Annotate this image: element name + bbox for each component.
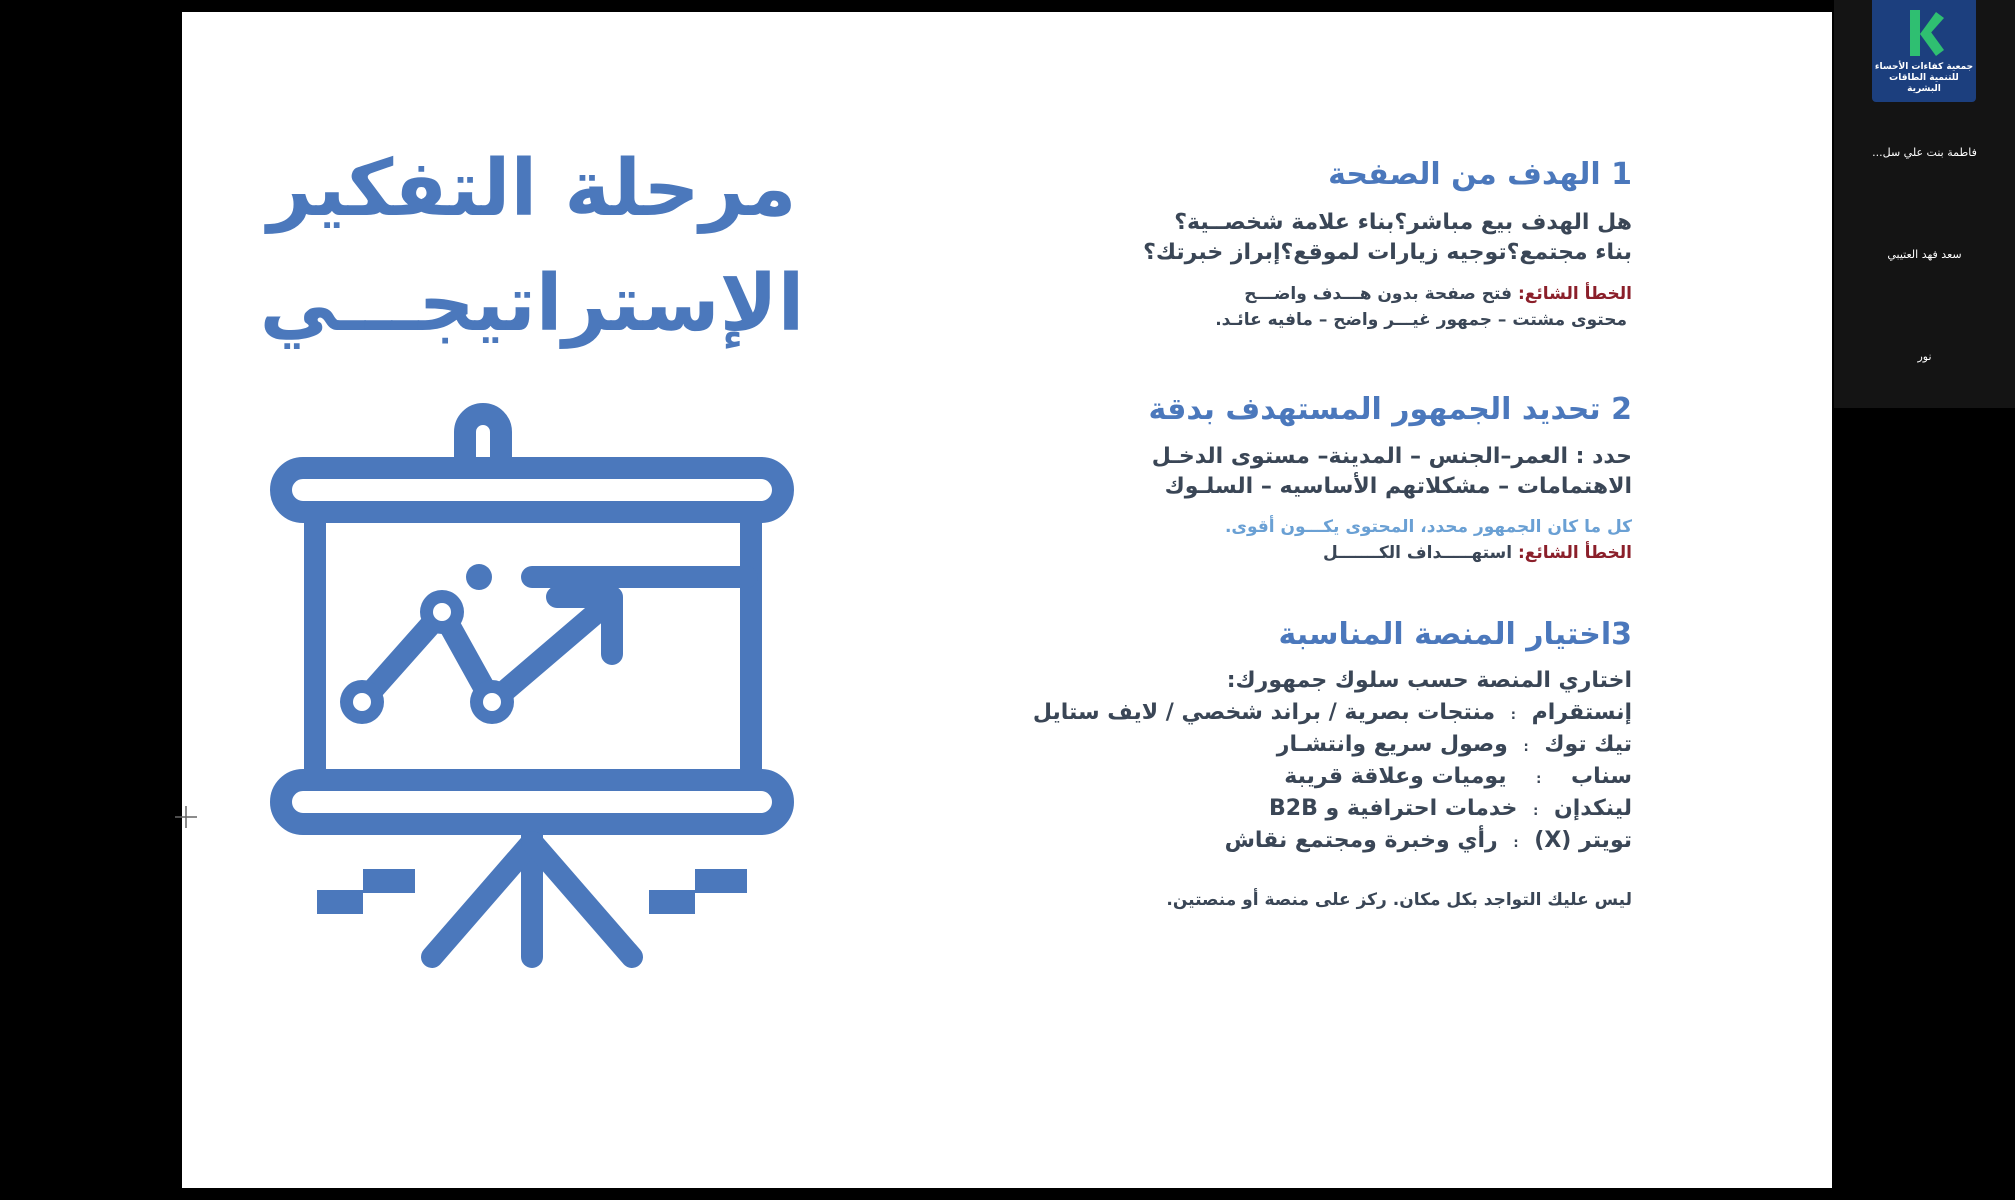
platform-name: لينكدإن [1553,796,1632,821]
section-3-heading: 3اختيار المنصة المناسبة [1278,617,1632,652]
slide-title [252,132,812,362]
platform-name: سناب [1571,764,1632,789]
section-1-line-1: هل الهدف بيع مباشر؟بناء علامة شخصــية؟ [1174,210,1632,235]
title-line-1: مرحلة التفكير [267,144,797,234]
section-1-mistake-line-2: محتوى مشتت – جمهور غيـــر واضح – مافيه عائـد. [1215,310,1627,330]
platform-name: تيك توك [1544,732,1632,757]
participant-tile-1[interactable]: فاطمة بنت علي سل... [1872,146,1977,159]
logo-text: جمعية كفاءات الأحساء للتنمية الطاقات البشرية [1874,62,1974,94]
separator: : [1533,804,1539,819]
participant-tile-2[interactable]: سعد فهد العتيبي [1887,248,1962,261]
section-2-line-1: حدد : العمر–الجنس – المدينة– مستوى الدخـل [1151,444,1632,469]
platform-row-tiktok [1277,732,1632,757]
mistake-label: الخطأ الشائع: [1517,284,1632,304]
platform-row-linkedin [1269,796,1632,821]
platform-desc: يوميات وعلاقة قريبة [1284,764,1507,789]
k-logo-icon [1906,8,1944,58]
separator: : [1510,708,1516,723]
platform-desc: رأي وخبرة ومجتمع نقاش [1224,828,1498,853]
mistake-text: استهـــــداف الكـــــــل [1323,543,1513,563]
section-3-closing: ليس عليك التواجد بكل مكان. ركز على منصة أو منصتين. [1166,890,1632,910]
section-1-mistake [1244,284,1632,304]
separator: : [1523,740,1529,755]
participants-panel [1834,0,2015,408]
platform-row-twitter [1225,828,1632,853]
presentation-slide [182,12,1832,1188]
section-2-heading: 2 تحديد الجمهور المستهدف بدقة [1148,392,1632,427]
section-3-intro: اختاري المنصة حسب سلوك جمهورك: [1226,668,1632,693]
participant-tile-3[interactable]: نور [1917,350,1932,363]
section-2-tip: كل ما كان الجمهور محدد، المحتوى يكـــون أقوى. [1224,517,1632,537]
platform-desc: وصول سريع وانتشـار [1276,732,1508,757]
title-line-2: الإستراتيجـــي [259,259,805,349]
section-1-heading: 1 الهدف من الصفحة [1328,157,1632,192]
organization-logo [1872,0,1976,102]
platform-name: تويتر (X) [1534,828,1632,853]
separator: : [1536,772,1542,787]
presentation-chart-icon [267,402,807,972]
section-2-mistake [1323,543,1632,563]
platform-desc: خدمات احترافية و B2B [1269,796,1518,821]
platform-desc: منتجات بصرية / براند شخصي / لايف ستايل [1032,700,1496,725]
platform-row-snap [1284,764,1632,789]
crosshair-cursor-icon [175,806,197,828]
section-2-line-2: الاهتمامات – مشكلاتهم الأساسيه – السلـوك [1164,474,1632,499]
platform-name: إنستقرام [1531,700,1632,725]
mistake-text: فتح صفحة بدون هـــدف واضـــح [1244,284,1513,304]
separator: : [1513,836,1519,851]
mistake-label: الخطأ الشائع: [1517,543,1632,563]
platform-row-instagram [1033,700,1632,725]
section-1-line-2: بناء مجتمع؟توجيه زيارات لموقع؟إبراز خبرتك؟ [1143,240,1632,265]
